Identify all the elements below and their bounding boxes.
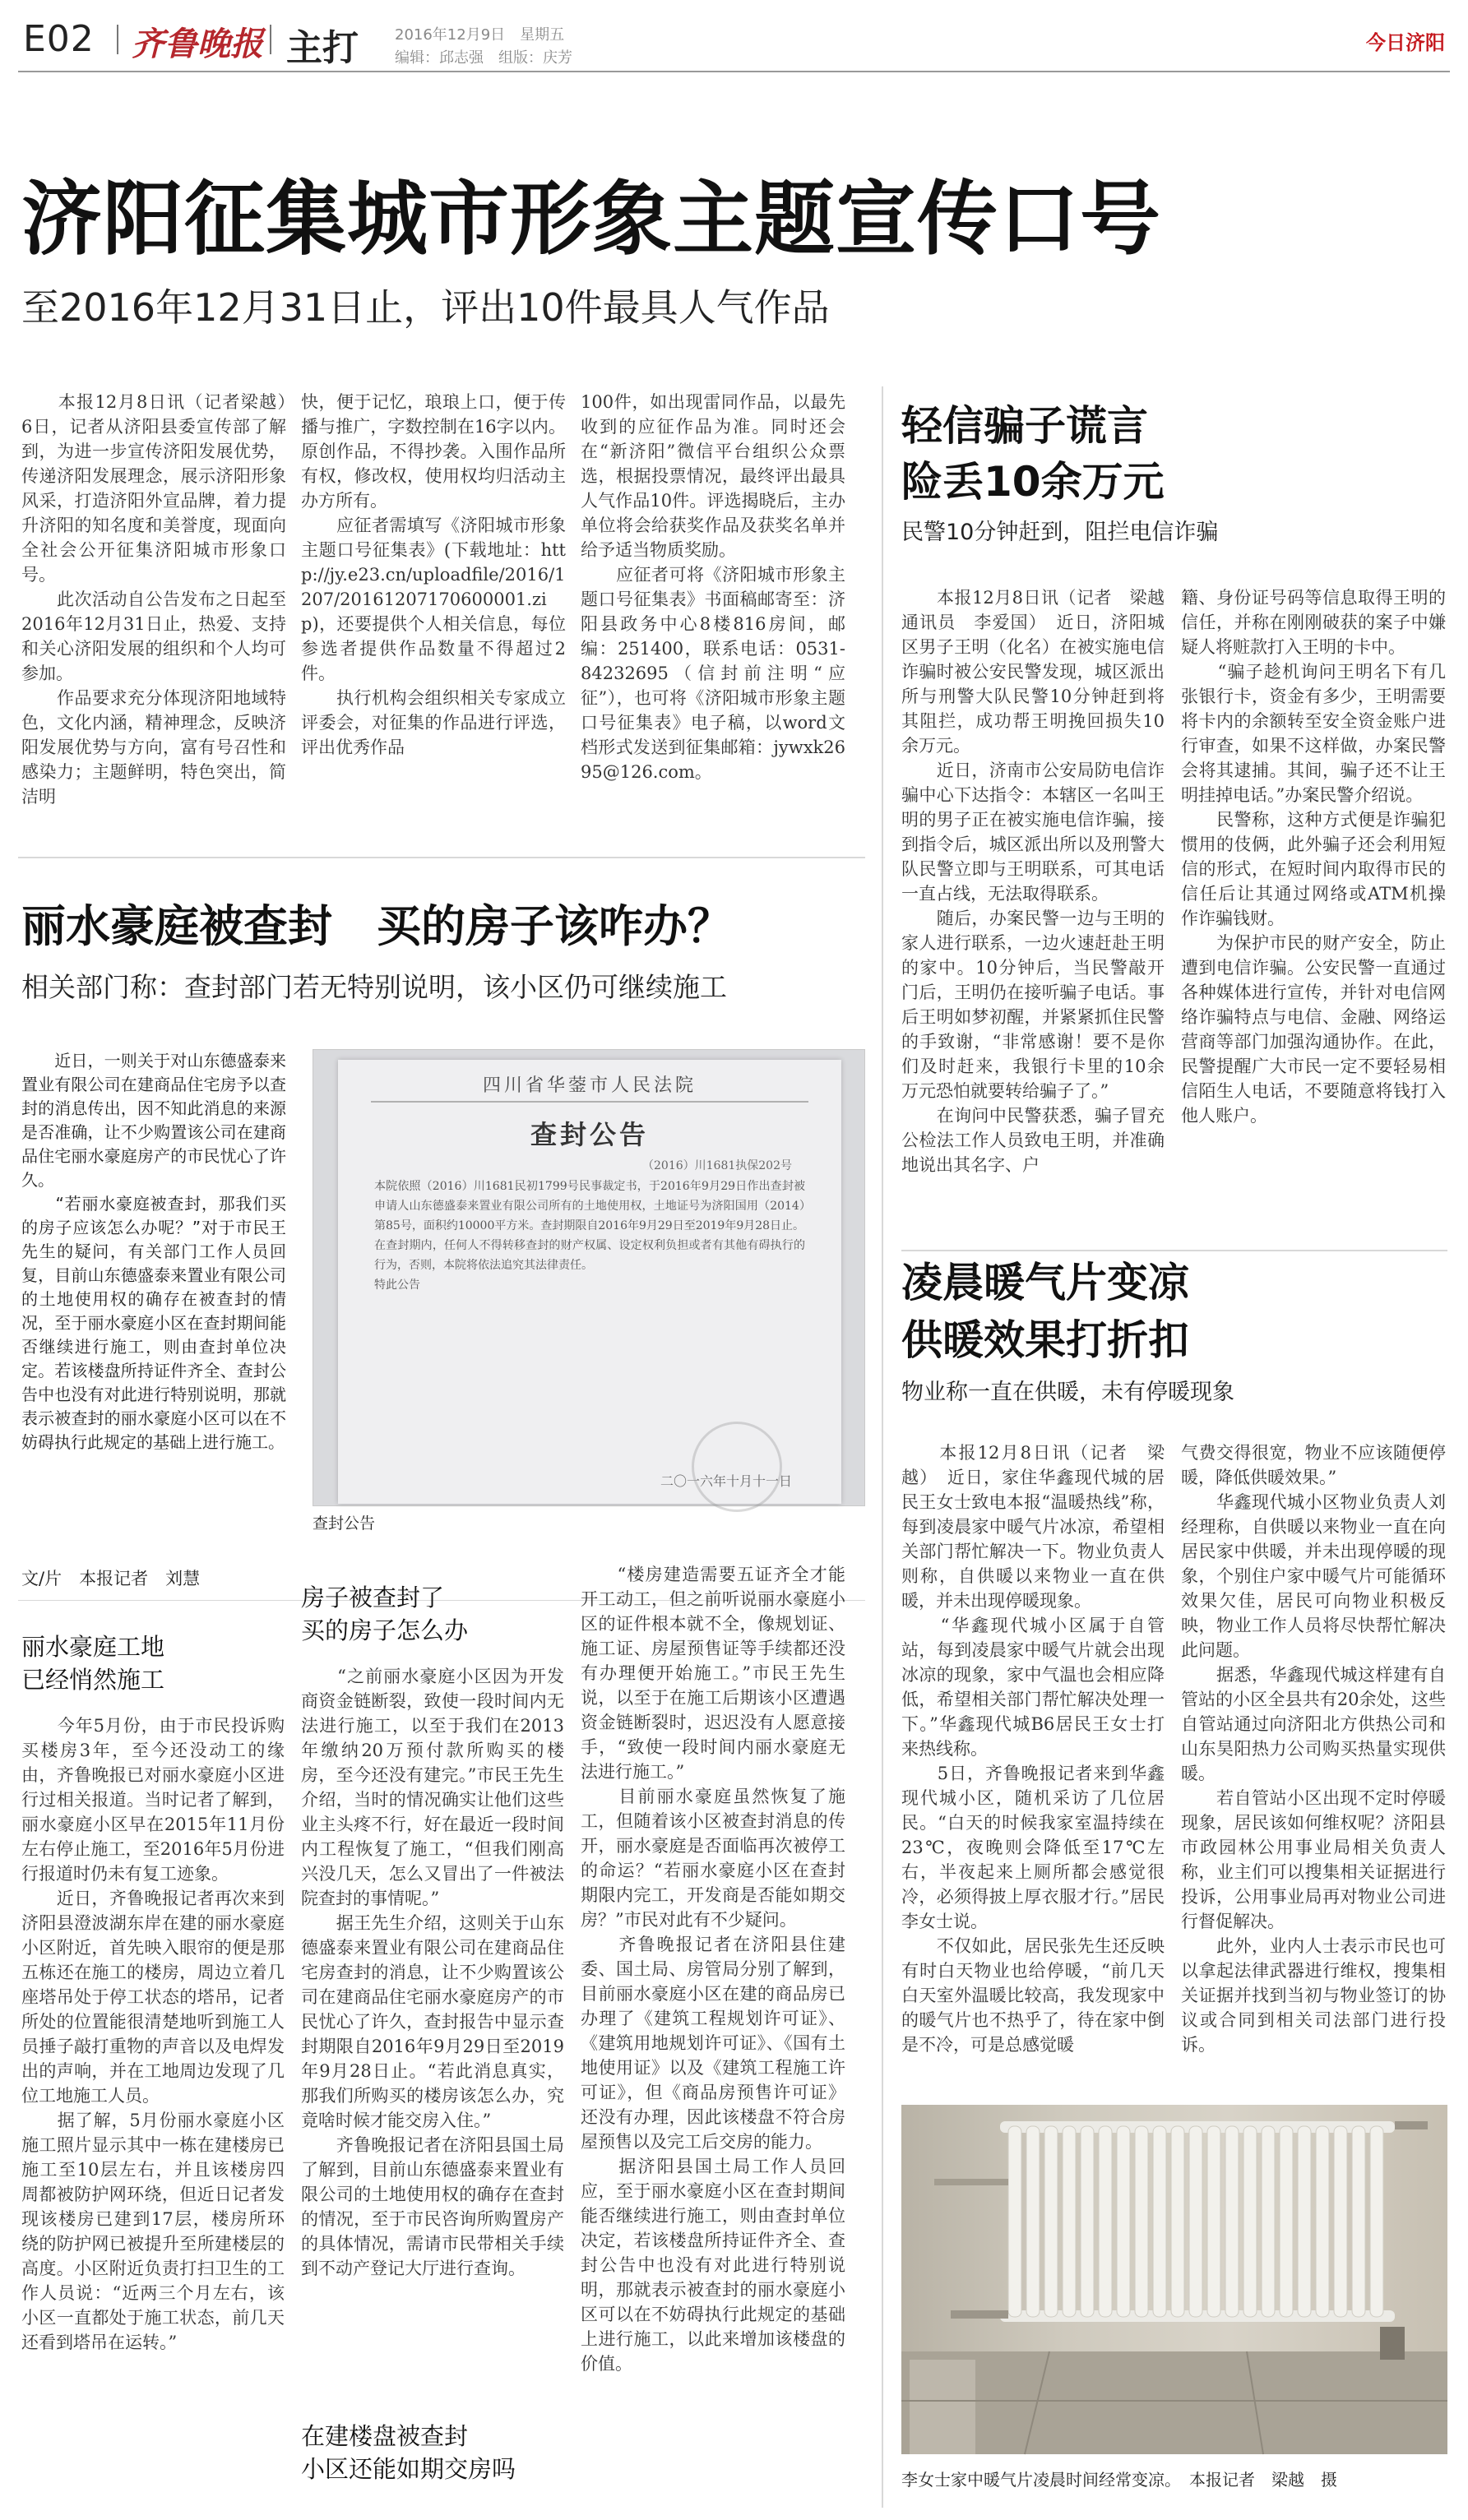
heating-body-col1: 本报12月8日讯（记者 梁越） 近日，家住华鑫现代城的居民王女士致电本报“温暖热线”称，每到凌晨家中暖气片冰凉，希望相关部门帮忙解决一下。物业负责人则称，自供暖以来物业一直在供暖，并未出现停暖现象。 “华鑫现代城小区属于自管站，每到凌晨家中暖气片就会出现冰凉的现象，家中气温也会相应降低，希望相关部门帮忙解决处理一下。”华鑫现代城B6居民王女士打来热线称。 5日，齐鲁晚报记者来到华鑫现代城小区，随机采访了几位居民。“白天的时候我家室温持续在23℃，夜晚则会降低至17℃左右，半夜起来上厕所都会感觉很冷，必须得披上厚衣服才行。”居民李女士说。 不仅如此，居民张先生还反映有时白天物业也给停暖，“前几天白天室外温暖比较高，我发现家中的暖气片也不热乎了，待在家中倒是不冷，可是总感觉暖 [901,1443,1165,2055]
court-seal [692,1422,782,1512]
lishui-crosshead-c2: 小区还能如期交房吗 [301,2455,516,2483]
notice-court-name: 四川省华蓥市人民法院 [482,1075,697,1096]
lishui-body-col-a: 今年5月份，由于市民投诉购买楼房3年，至今还没动工的缘由，齐鲁晚报已对丽水豪庭小区进行过相关报道。当时记者了解到，丽水豪庭小区早在2015年11月份左右停止施工，至2016年5月份进行报道时仍未有复工迹象。 近日，齐鲁晚报记者再次来到济阳县澄波湖东岸在建的丽水豪庭小区附近，首先映入眼帘的便是那五栋还在施工的楼房，周边立着几座塔吊处于停工状态的塔吊，记者所处的位置能很清楚地听到施工人员捶子敲打重物的声音以及电焊发出的声响，并在工地周边发现了几位工地施工人员。 据了解，5月份丽水豪庭小区施工照片显示其中一栋在建楼房已施工至10层左右，并且该楼房四周都被防护网环绕，但近日记者发现该楼房已建到17层，楼房所环绕的防护网已被提升至所建楼层的高度。小区附近负责打扫卫生的工作人员说：“近两三个月左右，该小区一直都处于施工状态，前几天还看到塔吊在运转。” [21,1716,285,2352]
column-divider [882,386,883,2508]
lishui-headline: 丽水豪庭被查封 买的房子该咋办？ [21,900,732,952]
section-rule [901,1250,1447,1251]
fraud-body-col2: 籍、身份证号码等信息取得王明的信任，并称在刚刚破获的案子中嫌疑人将赃款打入王明的卡中。 “骗子趁机询问王明名下有几张银行卡，资金有多少，王明需要将卡内的余额转至安全资金账户进行审查，如果不这样做，办案民警会将其逮捕。其间，骗子还不让王明挂掉电话。”办案民警介绍说。 民警称，这种方式便是诈骗犯惯用的伎俩，此外骗子还会利用短信的形式，在短时间内取得市民的信任后让其通过网络或ATM机操作诈骗钱财。 为保护市民的财产安全，防止遭到电信诈骗。公安民警一直通过各种媒体进行宣传，并针对电信网络诈骗特点与电信、金融、网络运营商等部门加强沟通协作。在此，民警提醒广大市民一定不要轻易相信陌生人电话，不要随意将钱打入他人账户。 [1181,588,1446,1126]
lishui-byline: 文/片 本报记者 刘慧 [21,1569,201,1588]
edition-name: 今日济阳 [1366,31,1445,54]
fraud-subheadline: 民警10分钟赶到，阻拦电信诈骗 [901,520,1219,545]
heating-headline-line1: 凌晨暖气片变凉 [901,1259,1189,1306]
notice-title: 查封公告 [530,1119,649,1150]
lead-body-col2: 快，便于记忆，琅琅上口，便于传播与推广，字数控制在16字以内。原创作品，不得抄袭。入围作品所有权，修改权，使用权均归活动主办方所有。 应征者需填写《济阳城市形象主题口号征集表》(下载地址：http://jy.e23.cn/uploadfile/2016/1207/20161207170600001.zip)，还要提供个人相关信息，每位参选者提供作品数量不得超过2件。 执行机构会组织相关专家成立评委会，对征集的作品进行评选，评出优秀作品 [301,392,566,757]
paper-name-logo: 齐鲁晚报 [132,25,263,63]
heating-subheadline: 物业称一直在供暖，未有停暖现象 [901,1380,1234,1405]
lishui-crosshead-a2: 已经悄然施工 [21,1666,165,1694]
lead-body-col1: 本报12月8日讯（记者梁越） 6日，记者从济阳县委宣传部了解到，为进一步宣传济阳发展优势，传递济阳发展理念，展示济阳形象风采，打造济阳外宣品牌，着力提升济阳的知名度和美誉度，现面向全社会公开征集济阳城市形象口号。 此次活动自公告发布之日起至2016年12月31日止，热爱、支持和关心济阳发展的组织和个人均可参加。 作品要求充分体现济阳地域特色，文化内涵，精神理念，反映济阳发展优势与方向，富有号召性和感染力；主题鲜明，特色突出，简洁明 [21,392,286,807]
heating-headline-line2: 供暖效果打折扣 [901,1316,1189,1364]
issue-date: 2016年12月9日 星期五 [395,26,565,44]
fraud-body-col1: 本报12月8日讯（记者 梁越 通讯员 李爱国） 近日，济阳城区男子王明（化名）在被实施电信诈骗时被公安民警发现，城区派出所与刑警大队民警10分钟赶到将其阻拦，成功帮王明挽回损失10余万元。 近日，济南市公安局防电信诈骗中心下达指令：本辖区一名叫王明的男子正在被实施电信诈骗，接到指令后，城区派出所以及刑警大队民警立即与王明联系，可其电话一直占线，无法取得联系。 随后，办案民警一边与王明的家人进行联系，一边火速赶赴王明的家中。10分钟后，当民警敲开门后，王明仍在接听骗子电话。事后王明如梦初醒，并紧紧抓住民警的手致谢，“非常感谢！要不是你们及时赶来，我银行卡里的10余万元恐怕就要转给骗子了。” 在询问中民警获悉，骗子冒充公检法工作人员致电王明，并准确地说出其名字、户 [901,588,1165,1175]
notice-date: 二〇一六年十月十一日 [660,1473,792,1489]
page-header [0,0,1468,69]
editor-credits: 编辑：邱志强 组版：庆芳 [395,49,572,67]
radiator-photo [901,2105,1447,2454]
lead-body-col3: 100件，如出现雷同作品，以最先收到的应征作品为准。同时还会在“新济阳”微信平台组织公众票选，根据投票情况，最终评出最具人气作品10件。评选揭晓后，主办单位将会给获奖作品及获奖名单并给予适当物质奖励。 应征者可将《济阳城市形象主题口号征集表》书面稿邮寄至：济阳县政务中心8楼816房间，邮编：251400，联系电话：0531-84232695（信封前注明“应征”），也可将《济阳城市形象主题口号征集表》电子稿，以word文档形式发送到征集邮箱：jywxk2695@126.com。 [581,392,845,782]
lead-headline: 济阳征集城市形象主题宣传口号 [21,173,1162,266]
section-rule [18,857,865,858]
notice-number: （2016）川1681执保202号 [642,1159,792,1172]
heating-body-col2: 气费交得很宽，物业不应该随便停暖，降低供暖效果。” 华鑫现代城小区物业负责人刘经理称，自供暖以来物业一直在向居民家中供暖，并未出现停暖的现象，个别住户家中暖气片可能循环效果欠佳，居民可向物业积极反映，物业工作人员将尽快帮忙解决此问题。 据悉，华鑫现代城这样建有自管站的小区全县共有20余处，这些自管站通过向济阳北方供热公司和山东昊阳热力公司购买热量实现供暖。 若自管站小区出现不定时停暖现象，居民该如何维权呢？济阳县市政园林公用事业局相关负责人称，业主们可以搜集相关证据进行投诉，公用事业局再对物业公司进行督促解决。 此外，业内人士表示市民也可以拿起法律武器进行维权，搜集相关证据并找到当初与物业签订的协议或合同到相关司法部门进行投诉。 [1181,1443,1446,2055]
lead-subheadline: 至2016年12月31日止，评出10件最具人气作品 [21,285,830,330]
lishui-crosshead-b1: 房子被查封了 [301,1584,445,1611]
page-number: E02 [23,18,95,60]
lishui-lead-body: 近日，一则关于对山东德盛泰来置业有限公司在建商品住宅房予以查封的消息传出，因不知此消息的来源是否准确，让不少购置该公司在建商品住宅丽水豪庭房产的市民忧心了许久。 “若丽水豪庭被查封，那我们买的房子应该怎么办呢？”对于市民王先生的疑问，有关部门工作人员回复，目前山东德盛泰来置业有限公司的土地使用权的确存在被查封的情况，至于丽水豪庭小区在查封期间能否继续进行施工，则由查封单位决定。若该楼盘所持证件齐全、查封公告中也没有对此进行特别说明，那就表示被查封的丽水豪庭小区可以在不妨碍执行此规定的基础上进行施工。 [21,1051,286,1452]
lishui-body-col-c: “楼房建造需要五证齐全才能开工动工，但之前听说丽水豪庭小区的证件根本就不全，像规划证、施工证、房屋预售证等手续都还没有办理便开始施工。”市民王先生说，以至于在施工后期该小区遭遇资金链断裂时，迟迟没有人愿意接手，“致使一段时间内丽水豪庭无法进行施工。” 目前丽水豪庭虽然恢复了施工，但随着该小区被查封消息的传开，丽水豪庭是否面临再次被停工的命运？“若丽水豪庭小区在查封期限内完工，开发商是否能如期交房？”市民对此有不少疑问。 齐鲁晚报记者在济阳县住建委、国土局、房管局分别了解到，目前丽水豪庭小区在建的商品房已办理了《建筑工程规划许可证》、《建筑用地规划许可证》、《国有土地使用证》以及《建筑工程施工许可证》，但《商品房预售许可证》还没有办理，因此该楼盘不符合房屋预售以及完工后交房的能力。 据济阳县国土局工作人员回应，至于丽水豪庭小区在查封期间能否继续进行施工，则由查封单位决定，若该楼盘所持证件齐全、查封公告中也没有对此进行特别说明，那就表示被查封的丽水豪庭小区可以在不妨碍执行此规定的基础上进行施工，以此来增加该楼盘的价值。 [581,1565,845,2374]
radiator-photo-caption: 李女士家中暖气片凌晨时间经常变凉。 本报记者 梁越 摄 [901,2470,1337,2490]
seizure-notice-photo [313,1049,865,1506]
lishui-body-col-b: “之前丽水豪庭小区因为开发商资金链断裂，致使一段时间内无法进行施工，以至于我们在2013年缴纳20万预付款所购买的楼房，至今还没有建完。”市民王先生介绍，当时的情况确实让他们这些业主头疼不行，好在最近一段时间内工程恢复了施工，“但我们刚高兴没几天，怎么又冒出了一件被法院查封的事情呢。” 据王先生介绍，这则关于山东德盛泰来置业有限公司在建商品住宅房查封的消息，让不少购置该公司在建商品住宅丽水豪庭房产的市民忧心了许久，查封报告中显示查封期限自2016年9月29日至2019年9月28日止。“若此消息真实，那我们所购买的楼房该怎么办，究竟啥时候才能交房入住。” 齐鲁晚报记者在济阳县国土局了解到，目前山东德盛泰来置业有限公司的土地使用权的确存在查封的情况，至于市民咨询所购置房产的具体情况，需请市民带相关手续到不动产登记大厅进行查询。 [301,1667,564,2278]
fraud-headline-line1: 轻信骗子谎言 [901,402,1148,450]
fraud-headline-line2: 险丢10余万元 [901,458,1165,506]
lishui-crosshead-a1: 丽水豪庭工地 [21,1633,165,1661]
seizure-notice-caption: 查封公告 [313,1514,376,1533]
header-divider [117,25,118,54]
section-name: 主打 [286,27,359,69]
header-divider [270,25,271,54]
lishui-subheadline: 相关部门称：查封部门若无特别说明，该小区仍可继续施工 [21,971,727,1003]
lishui-crosshead-c1: 在建楼盘被查封 [301,2422,469,2450]
notice-text: 本院依照（2016）川1681民初1799号民事裁定书，于2016年9月29日作出查封被申请人山东德盛泰来置业有限公司所有的土地使用权，土地证号为济阳国用（2014）第85号，面积约10000平方米。查封期限自2016年9月29日至2019年9月28日止。 在查封期内，任何人不得转移查封的财产权属、设定权利负担或者有其他有碍执行的行为，否则，本院将依法追究其法律责任。 特此公告 [374,1180,805,1292]
lishui-crosshead-b2: 买的房子怎么办 [301,1616,469,1644]
header-rule [18,71,1450,72]
